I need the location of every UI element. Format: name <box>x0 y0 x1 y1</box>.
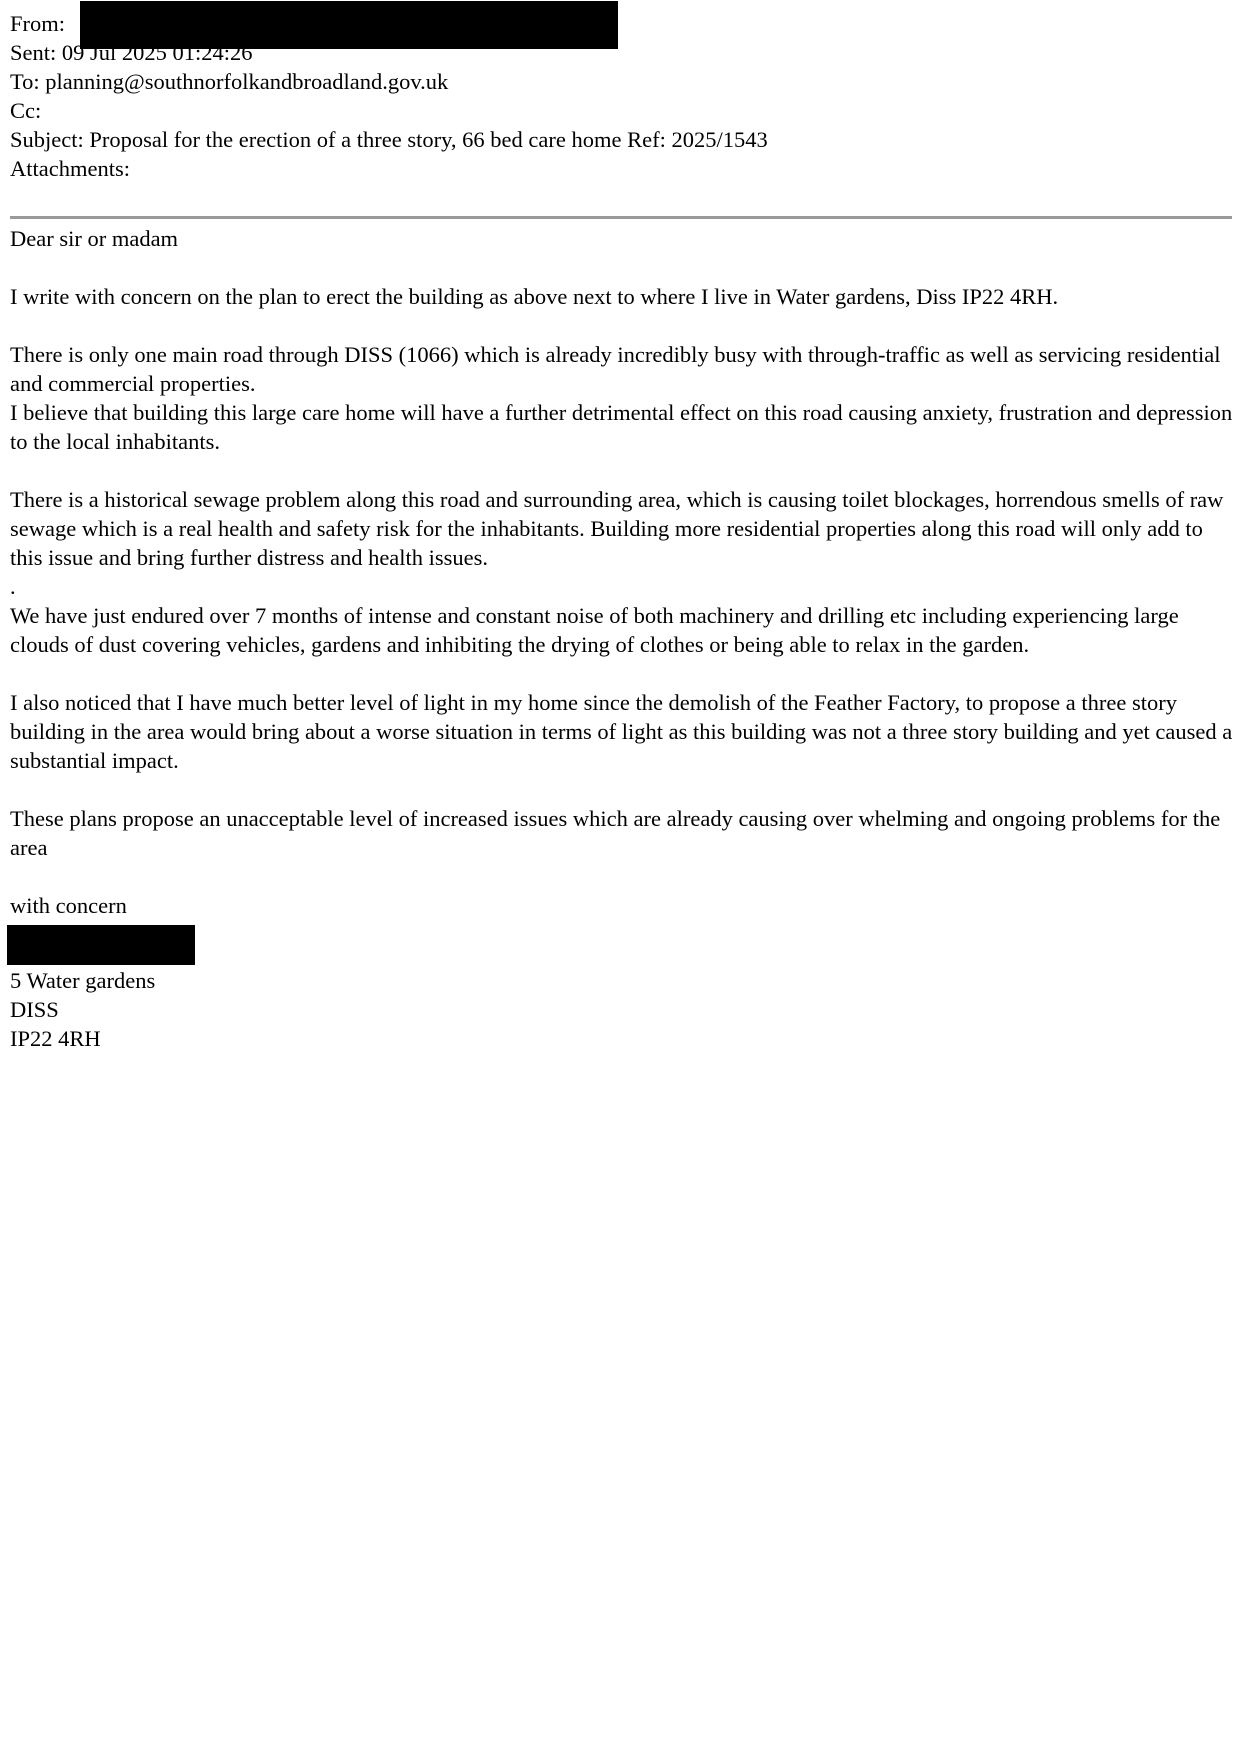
redaction-block-signature <box>7 925 195 965</box>
paragraph-noise: We have just endured over 7 months of intense and constant noise of both machinery and drilling etc including experiencing large clouds of dust covering vehicles, gardens and inhibiting the drying of clothes or being able to relax in the garden. <box>10 603 1179 657</box>
header-divider <box>10 216 1232 219</box>
email-document <box>10 9 1235 1053</box>
cc-row: Cc: <box>10 98 42 123</box>
paragraph-care-home-effect: I believe that building this large care home will have a further detrimental effect on this road causing anxiety, frustration and depression to the local inhabitants. <box>10 400 1233 454</box>
header-spacer <box>10 183 1235 216</box>
stray-dot: . <box>10 574 16 599</box>
sent-row: Sent: 09 Jul 2025 01:24:26 <box>10 40 253 65</box>
from-label: From: <box>10 11 66 36</box>
address-line-1: 5 Water gardens <box>10 968 156 993</box>
from-row <box>10 9 1235 38</box>
paragraph-sewage: There is a historical sewage problem along this road and surrounding area, which is causing toilet blockages, horrendous smells of raw sewage which is a real health and safety risk for the inhabitants. Building more residential properties along this road will only add to this issue and bring further distress and health issues. <box>10 487 1224 570</box>
paragraph-light: I also noticed that I have much better level of light in my home since the demolish of the Feather Factory, to propose a three story building in the area would bring about a worse situation in terms of light as this building was not a three story building and yet caused a substantial impact. <box>10 690 1233 773</box>
subject-row: Subject: Proposal for the erection of a three story, 66 bed care home Ref: 2025/1543 <box>10 127 768 152</box>
greeting: Dear sir or madam <box>10 226 179 251</box>
paragraph-unacceptable: These plans propose an unacceptable level of increased issues which are already causing over whelming and ongoing problems for the area <box>10 806 1221 860</box>
paragraph-concern: I write with concern on the plan to erect the building as above next to where I live in Water gardens, Diss IP22 4RH. <box>10 284 1059 309</box>
address-line-3: IP22 4RH <box>10 1026 101 1051</box>
closing: with concern <box>10 893 127 918</box>
paragraph-main-road: There is only one main road through DISS (1066) which is already incredibly busy with through-traffic as well as servicing residential and commercial properties. <box>10 342 1221 396</box>
attachments-row: Attachments: <box>10 156 130 181</box>
email-body <box>10 224 1235 1053</box>
to-row: To: planning@southnorfolkandbroadland.gov.uk <box>10 69 449 94</box>
address-line-2: DISS <box>10 997 59 1022</box>
